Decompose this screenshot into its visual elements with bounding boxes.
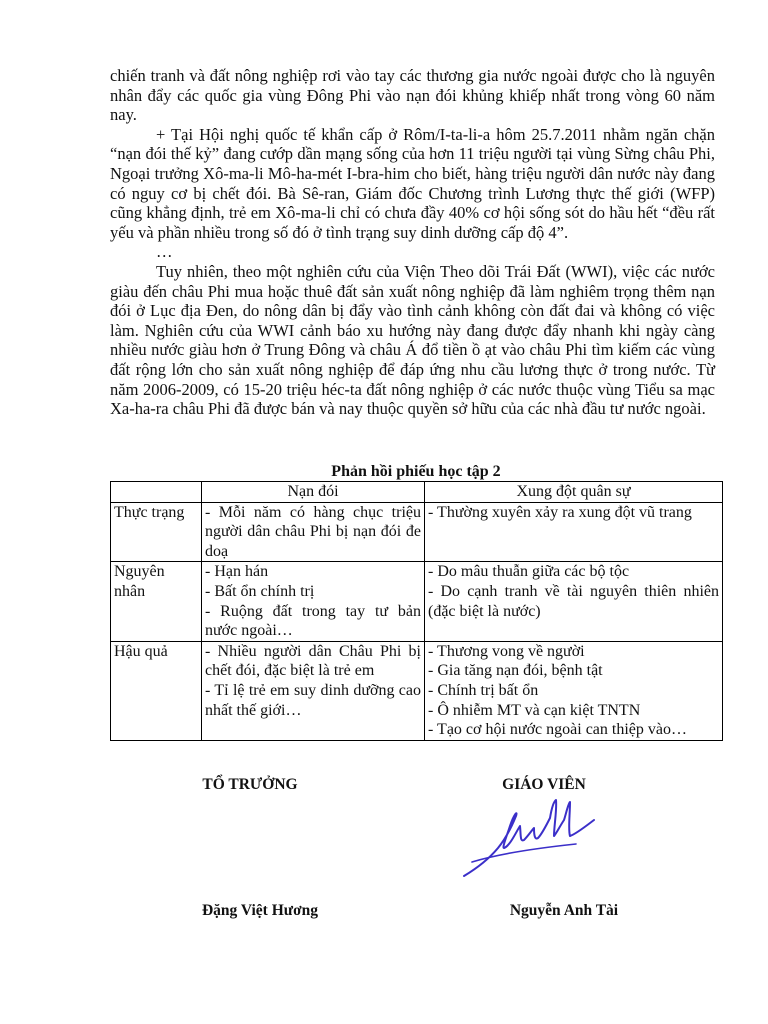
table-row <box>111 641 723 740</box>
left-signatory-title: TỔ TRƯỞNG <box>202 776 298 793</box>
row-label: Thực trạng <box>111 502 202 562</box>
paragraph-ellipsis: … <box>156 242 173 262</box>
left-signatory-name: Đặng Việt Hương <box>201 902 319 919</box>
header-cell-empty <box>111 482 202 503</box>
cell-line: - Tạo cơ hội nước ngoài can thiệp vào… <box>428 721 687 739</box>
cell-line: - Ô nhiễm MT và cạn kiệt TNTN <box>428 701 641 719</box>
handwritten-signature-icon <box>458 796 608 880</box>
cell-line: - Nhiều người dân Châu Phi bị chết đói, đặc biệt là trẻ em <box>205 642 421 680</box>
row-label: Nguyên nhân <box>111 562 202 641</box>
cell-line: - Thường xuyên xảy ra xung đột vũ trang <box>428 503 692 521</box>
paragraph-wwi-study: Tuy nhiên, theo một nghiên cứu của Viện Theo dõi Trái Đất (WWI), việc các nước giàu đến châu Phi mua hoặc thuê đất sản xuất nông nghiệp đã làm nghiêm trọng thêm nạn đói ở Lục địa Đen, do nông dân bị đẩy vào tình cảnh không còn đất đai và không có việc làm. Nghiên cứu của WWI cảnh báo xu hướng này đang được đẩy nhanh khi ngày càng nhiều nước giàu hơn ở Trung Đông và châu Á đổ tiền ồ ạt vào châu Phi tìm kiếm các vùng đất rộng lớn cho sản xuất nông nghiệp để đáp ứng nhu cầu lương thực ở trong nước. Từ năm 2006-2009, có 15-20 triệu héc-ta đất nông nghiệp ở các nước thuộc vùng Tiểu sa mạc Xa-ha-ra châu Phi đã được bán và nay thuộc quyền sở hữu của các nhà đầu tư nước ngoài. <box>110 261 715 419</box>
header-cell-famine: Nạn đói <box>202 482 425 503</box>
table-header-row <box>111 482 723 503</box>
right-signatory-name: Nguyễn Anh Tài <box>509 902 619 919</box>
cell-line: - Ruộng đất trong tay tư bản nước ngoài… <box>205 602 421 640</box>
paragraph-intro-tail: chiến tranh và đất nông nghiệp rơi vào tay các thương gia nước ngoài được cho là nguyên nhân đẩy các quốc gia vùng Đông Phi vào nạn đói khủng khiếp nhất trong vòng 60 năm nay. <box>110 66 715 125</box>
cell-line: - Mỗi năm có hàng chục triệu người dân châu Phi bị nạn đói đe doạ <box>205 503 421 560</box>
famine-cell <box>202 562 425 641</box>
cell-line: - Do mâu thuẫn giữa các bộ tộc <box>428 563 630 581</box>
row-label: Hậu quả <box>111 641 202 740</box>
right-signatory-title: GIÁO VIÊN <box>502 776 586 793</box>
cell-line: - Thương vong về người <box>428 642 585 660</box>
cell-line: - Tỉ lệ trẻ em suy dinh dưỡng cao nhất thế giới… <box>205 681 421 719</box>
cell-line: - Do cạnh tranh về tài nguyên thiên nhiên (đặc biệt là nước) <box>428 582 719 620</box>
conflict-cell <box>425 562 723 641</box>
cell-line: - Chính trị bất ổn <box>428 681 539 699</box>
cell-line: - Gia tăng nạn đói, bệnh tật <box>428 662 603 680</box>
conflict-cell <box>425 641 723 740</box>
feedback-table <box>110 481 723 741</box>
table-title: Phản hồi phiếu học tập 2 <box>331 463 501 480</box>
cell-line: - Bất ổn chính trị <box>205 582 315 600</box>
cell-line: - Hạn hán <box>205 563 269 581</box>
body-text <box>110 66 715 419</box>
table-row <box>111 562 723 641</box>
paragraph-rome-conference: + Tại Hội nghị quốc tế khẩn cấp ở Rôm/I-ta-li-a hôm 25.7.2011 nhằm ngăn chặn “nạn đói thế kỷ” đang cướp dần mạng sống của hơn 11 triệu người tại vùng Sừng châu Phi, Ngoại trưởng Xô-ma-li Mô-ha-mét I-bra-him cho biết, hàng triệu người dân nước này đang có nguy cơ bị chết đói. Bà Sê-ran, Giám đốc Chương trình Lương thực thế giới (WFP) cũng khẳng định, trẻ em Xô-ma-li chỉ có chưa đầy 40% cơ hội sống sót do hầu hết “đều rất yếu và phần nhiều trong số đó ở tình trạng suy dinh dưỡng cấp độ 4”. <box>110 124 715 242</box>
table-row <box>111 502 723 562</box>
conflict-cell <box>425 502 723 562</box>
famine-cell <box>202 641 425 740</box>
header-cell-conflict: Xung đột quân sự <box>425 482 723 503</box>
famine-cell <box>202 502 425 562</box>
